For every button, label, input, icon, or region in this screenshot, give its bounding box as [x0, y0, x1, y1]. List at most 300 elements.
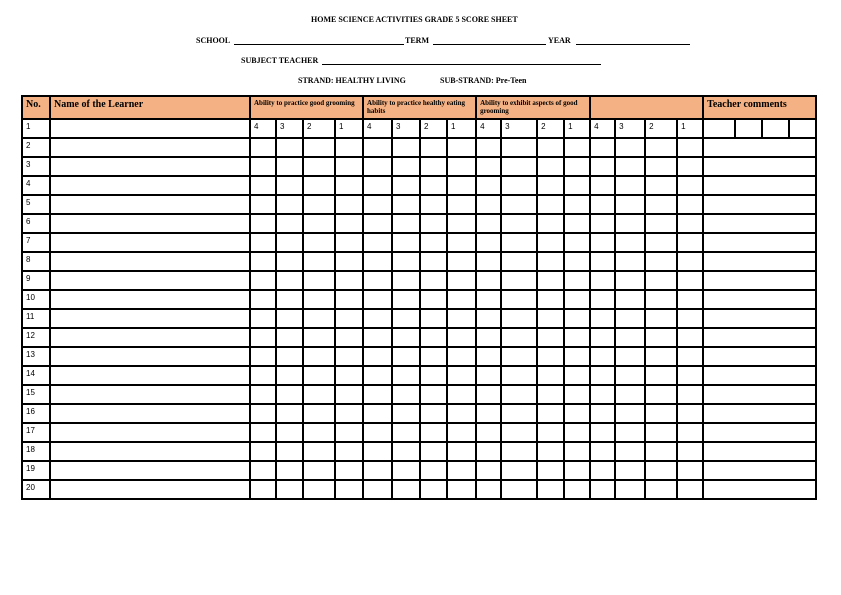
score-cell[interactable] [615, 328, 645, 347]
score-cell[interactable] [335, 385, 363, 404]
score-cell[interactable] [615, 423, 645, 442]
score-cell[interactable] [303, 233, 335, 252]
score-cell[interactable] [476, 271, 501, 290]
score-cell[interactable] [590, 404, 615, 423]
score-cell[interactable] [250, 404, 276, 423]
score-cell[interactable] [392, 309, 420, 328]
score-cell[interactable] [250, 176, 276, 195]
score-cell[interactable] [335, 271, 363, 290]
score-cell[interactable] [501, 366, 537, 385]
score-cell[interactable] [392, 328, 420, 347]
score-cell[interactable] [250, 442, 276, 461]
score-cell[interactable] [677, 404, 703, 423]
score-cell[interactable]: 3 [615, 119, 645, 138]
score-cell[interactable] [615, 347, 645, 366]
score-cell[interactable] [363, 233, 392, 252]
score-cell[interactable]: 4 [590, 119, 615, 138]
score-cell[interactable] [476, 176, 501, 195]
learner-name-cell[interactable] [50, 385, 250, 404]
score-cell[interactable] [476, 157, 501, 176]
score-cell[interactable] [335, 138, 363, 157]
score-cell[interactable] [476, 309, 501, 328]
score-cell[interactable] [420, 290, 447, 309]
comment-cell[interactable] [735, 119, 762, 138]
score-cell[interactable] [363, 195, 392, 214]
score-cell[interactable] [677, 176, 703, 195]
score-cell[interactable] [447, 347, 476, 366]
score-cell[interactable] [645, 461, 677, 480]
score-cell[interactable] [537, 328, 564, 347]
learner-name-cell[interactable] [50, 309, 250, 328]
score-cell[interactable] [476, 442, 501, 461]
score-cell[interactable] [537, 366, 564, 385]
score-cell[interactable] [303, 176, 335, 195]
score-cell[interactable] [447, 423, 476, 442]
score-cell[interactable] [392, 423, 420, 442]
score-cell[interactable] [250, 385, 276, 404]
score-cell[interactable] [447, 233, 476, 252]
score-cell[interactable] [447, 252, 476, 271]
score-cell[interactable] [537, 195, 564, 214]
score-cell[interactable] [335, 157, 363, 176]
score-cell[interactable] [303, 252, 335, 271]
score-cell[interactable] [564, 328, 590, 347]
score-cell[interactable] [303, 347, 335, 366]
score-cell[interactable] [276, 195, 303, 214]
score-cell[interactable] [303, 385, 335, 404]
comment-cell[interactable] [703, 480, 816, 499]
score-cell[interactable] [392, 385, 420, 404]
score-cell[interactable] [303, 328, 335, 347]
score-cell[interactable] [363, 423, 392, 442]
score-cell[interactable] [677, 347, 703, 366]
term-field[interactable] [433, 44, 546, 45]
score-cell[interactable] [677, 328, 703, 347]
score-cell[interactable] [615, 442, 645, 461]
learner-name-cell[interactable] [50, 404, 250, 423]
score-cell[interactable] [420, 480, 447, 499]
learner-name-cell[interactable] [50, 214, 250, 233]
score-cell[interactable] [564, 347, 590, 366]
score-cell[interactable] [677, 423, 703, 442]
score-cell[interactable] [501, 385, 537, 404]
learner-name-cell[interactable] [50, 290, 250, 309]
score-cell[interactable] [590, 290, 615, 309]
score-cell[interactable] [645, 233, 677, 252]
score-cell[interactable] [392, 461, 420, 480]
score-cell[interactable] [677, 233, 703, 252]
score-cell[interactable] [645, 385, 677, 404]
score-cell[interactable] [615, 176, 645, 195]
score-cell[interactable] [590, 157, 615, 176]
score-cell[interactable] [677, 290, 703, 309]
score-cell[interactable] [335, 366, 363, 385]
score-cell[interactable] [645, 442, 677, 461]
score-cell[interactable] [537, 423, 564, 442]
comment-cell[interactable] [703, 309, 816, 328]
score-cell[interactable] [476, 366, 501, 385]
score-cell[interactable] [250, 252, 276, 271]
score-cell[interactable] [303, 157, 335, 176]
score-cell[interactable] [677, 271, 703, 290]
score-cell[interactable] [447, 328, 476, 347]
score-cell[interactable] [276, 385, 303, 404]
score-cell[interactable]: 1 [447, 119, 476, 138]
score-cell[interactable] [590, 214, 615, 233]
comment-cell[interactable] [703, 157, 816, 176]
score-cell[interactable] [303, 366, 335, 385]
score-cell[interactable] [564, 404, 590, 423]
score-cell[interactable] [276, 176, 303, 195]
score-cell[interactable] [645, 176, 677, 195]
learner-name-cell[interactable] [50, 119, 250, 138]
score-cell[interactable] [447, 480, 476, 499]
score-cell[interactable] [363, 214, 392, 233]
score-cell[interactable]: 2 [420, 119, 447, 138]
score-cell[interactable] [590, 176, 615, 195]
score-cell[interactable] [537, 157, 564, 176]
score-cell[interactable] [392, 252, 420, 271]
score-cell[interactable] [420, 214, 447, 233]
score-cell[interactable]: 1 [677, 119, 703, 138]
score-cell[interactable] [303, 309, 335, 328]
score-cell[interactable] [420, 271, 447, 290]
score-cell[interactable] [392, 442, 420, 461]
score-cell[interactable] [420, 176, 447, 195]
score-cell[interactable] [420, 195, 447, 214]
comment-cell[interactable] [703, 290, 816, 309]
score-cell[interactable] [250, 233, 276, 252]
score-cell[interactable] [590, 347, 615, 366]
score-cell[interactable] [420, 423, 447, 442]
score-cell[interactable] [363, 271, 392, 290]
score-cell[interactable] [537, 480, 564, 499]
score-cell[interactable] [677, 138, 703, 157]
score-cell[interactable] [363, 480, 392, 499]
teacher-field[interactable] [322, 64, 601, 65]
learner-name-cell[interactable] [50, 138, 250, 157]
comment-cell[interactable] [762, 119, 789, 138]
learner-name-cell[interactable] [50, 328, 250, 347]
score-cell[interactable] [335, 480, 363, 499]
score-cell[interactable] [392, 404, 420, 423]
score-cell[interactable] [501, 214, 537, 233]
score-cell[interactable]: 3 [276, 119, 303, 138]
score-cell[interactable]: 1 [335, 119, 363, 138]
score-cell[interactable] [564, 157, 590, 176]
score-cell[interactable] [615, 195, 645, 214]
score-cell[interactable] [276, 138, 303, 157]
score-cell[interactable] [590, 252, 615, 271]
comment-cell[interactable] [703, 347, 816, 366]
score-cell[interactable] [420, 252, 447, 271]
score-cell[interactable] [363, 347, 392, 366]
learner-name-cell[interactable] [50, 347, 250, 366]
score-cell[interactable] [420, 461, 447, 480]
score-cell[interactable] [476, 347, 501, 366]
score-cell[interactable] [476, 480, 501, 499]
score-cell[interactable] [392, 271, 420, 290]
score-cell[interactable] [615, 138, 645, 157]
score-cell[interactable] [590, 385, 615, 404]
score-cell[interactable] [501, 309, 537, 328]
score-cell[interactable] [590, 423, 615, 442]
score-cell[interactable] [363, 176, 392, 195]
score-cell[interactable] [615, 461, 645, 480]
score-cell[interactable] [303, 214, 335, 233]
comment-cell[interactable] [703, 138, 816, 157]
score-cell[interactable] [250, 366, 276, 385]
score-cell[interactable] [276, 442, 303, 461]
score-cell[interactable] [392, 214, 420, 233]
score-cell[interactable] [564, 480, 590, 499]
score-cell[interactable]: 1 [564, 119, 590, 138]
score-cell[interactable] [645, 404, 677, 423]
score-cell[interactable] [392, 290, 420, 309]
score-cell[interactable] [645, 347, 677, 366]
score-cell[interactable] [564, 138, 590, 157]
score-cell[interactable] [645, 214, 677, 233]
learner-name-cell[interactable] [50, 233, 250, 252]
score-cell[interactable] [677, 480, 703, 499]
score-cell[interactable] [537, 271, 564, 290]
score-cell[interactable] [501, 290, 537, 309]
score-cell[interactable] [363, 290, 392, 309]
score-cell[interactable] [335, 176, 363, 195]
score-cell[interactable] [250, 271, 276, 290]
comment-cell[interactable] [703, 328, 816, 347]
score-cell[interactable] [645, 290, 677, 309]
score-cell[interactable] [303, 442, 335, 461]
score-cell[interactable] [564, 271, 590, 290]
score-cell[interactable]: 3 [392, 119, 420, 138]
score-cell[interactable] [476, 233, 501, 252]
score-cell[interactable] [335, 461, 363, 480]
score-cell[interactable] [335, 423, 363, 442]
score-cell[interactable] [476, 385, 501, 404]
score-cell[interactable] [537, 385, 564, 404]
score-cell[interactable] [303, 138, 335, 157]
score-cell[interactable] [392, 157, 420, 176]
score-cell[interactable]: 4 [476, 119, 501, 138]
score-cell[interactable] [335, 195, 363, 214]
score-cell[interactable] [564, 195, 590, 214]
score-cell[interactable] [250, 347, 276, 366]
score-cell[interactable] [615, 290, 645, 309]
comment-cell[interactable] [703, 442, 816, 461]
score-cell[interactable] [590, 195, 615, 214]
score-cell[interactable] [392, 480, 420, 499]
score-cell[interactable] [476, 138, 501, 157]
score-cell[interactable] [615, 480, 645, 499]
score-cell[interactable] [501, 252, 537, 271]
score-cell[interactable] [420, 328, 447, 347]
learner-name-cell[interactable] [50, 271, 250, 290]
score-cell[interactable] [501, 442, 537, 461]
score-cell[interactable] [537, 214, 564, 233]
score-cell[interactable] [615, 309, 645, 328]
score-cell[interactable] [420, 233, 447, 252]
score-cell[interactable] [537, 138, 564, 157]
score-cell[interactable] [363, 385, 392, 404]
year-field[interactable] [576, 44, 690, 45]
score-cell[interactable] [645, 480, 677, 499]
score-cell[interactable] [447, 442, 476, 461]
score-cell[interactable] [276, 366, 303, 385]
score-cell[interactable] [564, 252, 590, 271]
score-cell[interactable] [276, 214, 303, 233]
score-cell[interactable] [420, 309, 447, 328]
score-cell[interactable] [447, 290, 476, 309]
score-cell[interactable] [335, 290, 363, 309]
comment-cell[interactable] [703, 385, 816, 404]
score-cell[interactable] [645, 309, 677, 328]
score-cell[interactable] [677, 385, 703, 404]
score-cell[interactable] [335, 328, 363, 347]
score-cell[interactable] [501, 347, 537, 366]
score-cell[interactable] [363, 328, 392, 347]
score-cell[interactable] [615, 404, 645, 423]
score-cell[interactable] [615, 252, 645, 271]
comment-cell[interactable] [703, 366, 816, 385]
score-cell[interactable] [615, 271, 645, 290]
score-cell[interactable] [276, 157, 303, 176]
score-cell[interactable] [677, 195, 703, 214]
score-cell[interactable] [476, 423, 501, 442]
score-cell[interactable]: 2 [303, 119, 335, 138]
score-cell[interactable] [645, 157, 677, 176]
score-cell[interactable] [303, 461, 335, 480]
score-cell[interactable] [537, 461, 564, 480]
score-cell[interactable] [335, 309, 363, 328]
score-cell[interactable] [250, 423, 276, 442]
score-cell[interactable] [501, 423, 537, 442]
score-cell[interactable] [476, 290, 501, 309]
comment-cell[interactable] [703, 233, 816, 252]
score-cell[interactable] [363, 404, 392, 423]
score-cell[interactable] [501, 461, 537, 480]
score-cell[interactable] [537, 233, 564, 252]
score-cell[interactable] [677, 252, 703, 271]
score-cell[interactable] [392, 195, 420, 214]
score-cell[interactable] [303, 404, 335, 423]
score-cell[interactable] [645, 252, 677, 271]
learner-name-cell[interactable] [50, 480, 250, 499]
score-cell[interactable] [250, 328, 276, 347]
score-cell[interactable]: 4 [363, 119, 392, 138]
score-cell[interactable] [276, 404, 303, 423]
score-cell[interactable] [447, 385, 476, 404]
score-cell[interactable] [420, 442, 447, 461]
score-cell[interactable] [303, 480, 335, 499]
comment-cell[interactable] [703, 461, 816, 480]
score-cell[interactable] [420, 157, 447, 176]
score-cell[interactable] [476, 252, 501, 271]
score-cell[interactable] [476, 404, 501, 423]
score-cell[interactable] [501, 233, 537, 252]
score-cell[interactable] [250, 214, 276, 233]
learner-name-cell[interactable] [50, 423, 250, 442]
score-cell[interactable] [590, 328, 615, 347]
score-cell[interactable] [392, 347, 420, 366]
score-cell[interactable] [590, 233, 615, 252]
score-cell[interactable] [590, 442, 615, 461]
score-cell[interactable] [447, 195, 476, 214]
learner-name-cell[interactable] [50, 461, 250, 480]
score-cell[interactable]: 4 [250, 119, 276, 138]
score-cell[interactable] [392, 176, 420, 195]
learner-name-cell[interactable] [50, 176, 250, 195]
score-cell[interactable] [335, 252, 363, 271]
score-cell[interactable] [250, 195, 276, 214]
score-cell[interactable] [615, 385, 645, 404]
score-cell[interactable] [276, 290, 303, 309]
score-cell[interactable] [276, 271, 303, 290]
score-cell[interactable] [363, 157, 392, 176]
comment-cell[interactable] [703, 195, 816, 214]
score-cell[interactable] [564, 442, 590, 461]
score-cell[interactable] [590, 461, 615, 480]
score-cell[interactable] [276, 309, 303, 328]
score-cell[interactable] [537, 442, 564, 461]
score-cell[interactable] [590, 138, 615, 157]
score-cell[interactable] [615, 214, 645, 233]
learner-name-cell[interactable] [50, 252, 250, 271]
score-cell[interactable] [677, 157, 703, 176]
score-cell[interactable] [537, 252, 564, 271]
score-cell[interactable] [537, 309, 564, 328]
score-cell[interactable]: 2 [645, 119, 677, 138]
score-cell[interactable]: 2 [537, 119, 564, 138]
score-cell[interactable] [645, 328, 677, 347]
score-cell[interactable] [447, 271, 476, 290]
score-cell[interactable] [420, 347, 447, 366]
score-cell[interactable] [645, 271, 677, 290]
score-cell[interactable] [250, 480, 276, 499]
score-cell[interactable] [447, 366, 476, 385]
score-cell[interactable] [250, 461, 276, 480]
score-cell[interactable] [645, 138, 677, 157]
score-cell[interactable] [564, 309, 590, 328]
score-cell[interactable] [447, 157, 476, 176]
score-cell[interactable] [335, 214, 363, 233]
score-cell[interactable] [501, 328, 537, 347]
comment-cell[interactable] [703, 252, 816, 271]
comment-cell[interactable] [703, 176, 816, 195]
score-cell[interactable] [564, 233, 590, 252]
score-cell[interactable] [420, 404, 447, 423]
score-cell[interactable] [476, 214, 501, 233]
score-cell[interactable] [564, 176, 590, 195]
score-cell[interactable] [645, 423, 677, 442]
score-cell[interactable] [335, 233, 363, 252]
score-cell[interactable] [303, 423, 335, 442]
comment-cell[interactable] [703, 404, 816, 423]
score-cell[interactable] [363, 461, 392, 480]
score-cell[interactable] [250, 157, 276, 176]
score-cell[interactable] [250, 290, 276, 309]
score-cell[interactable] [420, 385, 447, 404]
score-cell[interactable] [537, 347, 564, 366]
school-field[interactable] [234, 44, 404, 45]
score-cell[interactable] [645, 195, 677, 214]
comment-cell[interactable] [703, 271, 816, 290]
score-cell[interactable] [363, 442, 392, 461]
comment-cell[interactable] [703, 119, 735, 138]
comment-cell[interactable] [703, 214, 816, 233]
score-cell[interactable] [363, 138, 392, 157]
score-cell[interactable] [501, 138, 537, 157]
